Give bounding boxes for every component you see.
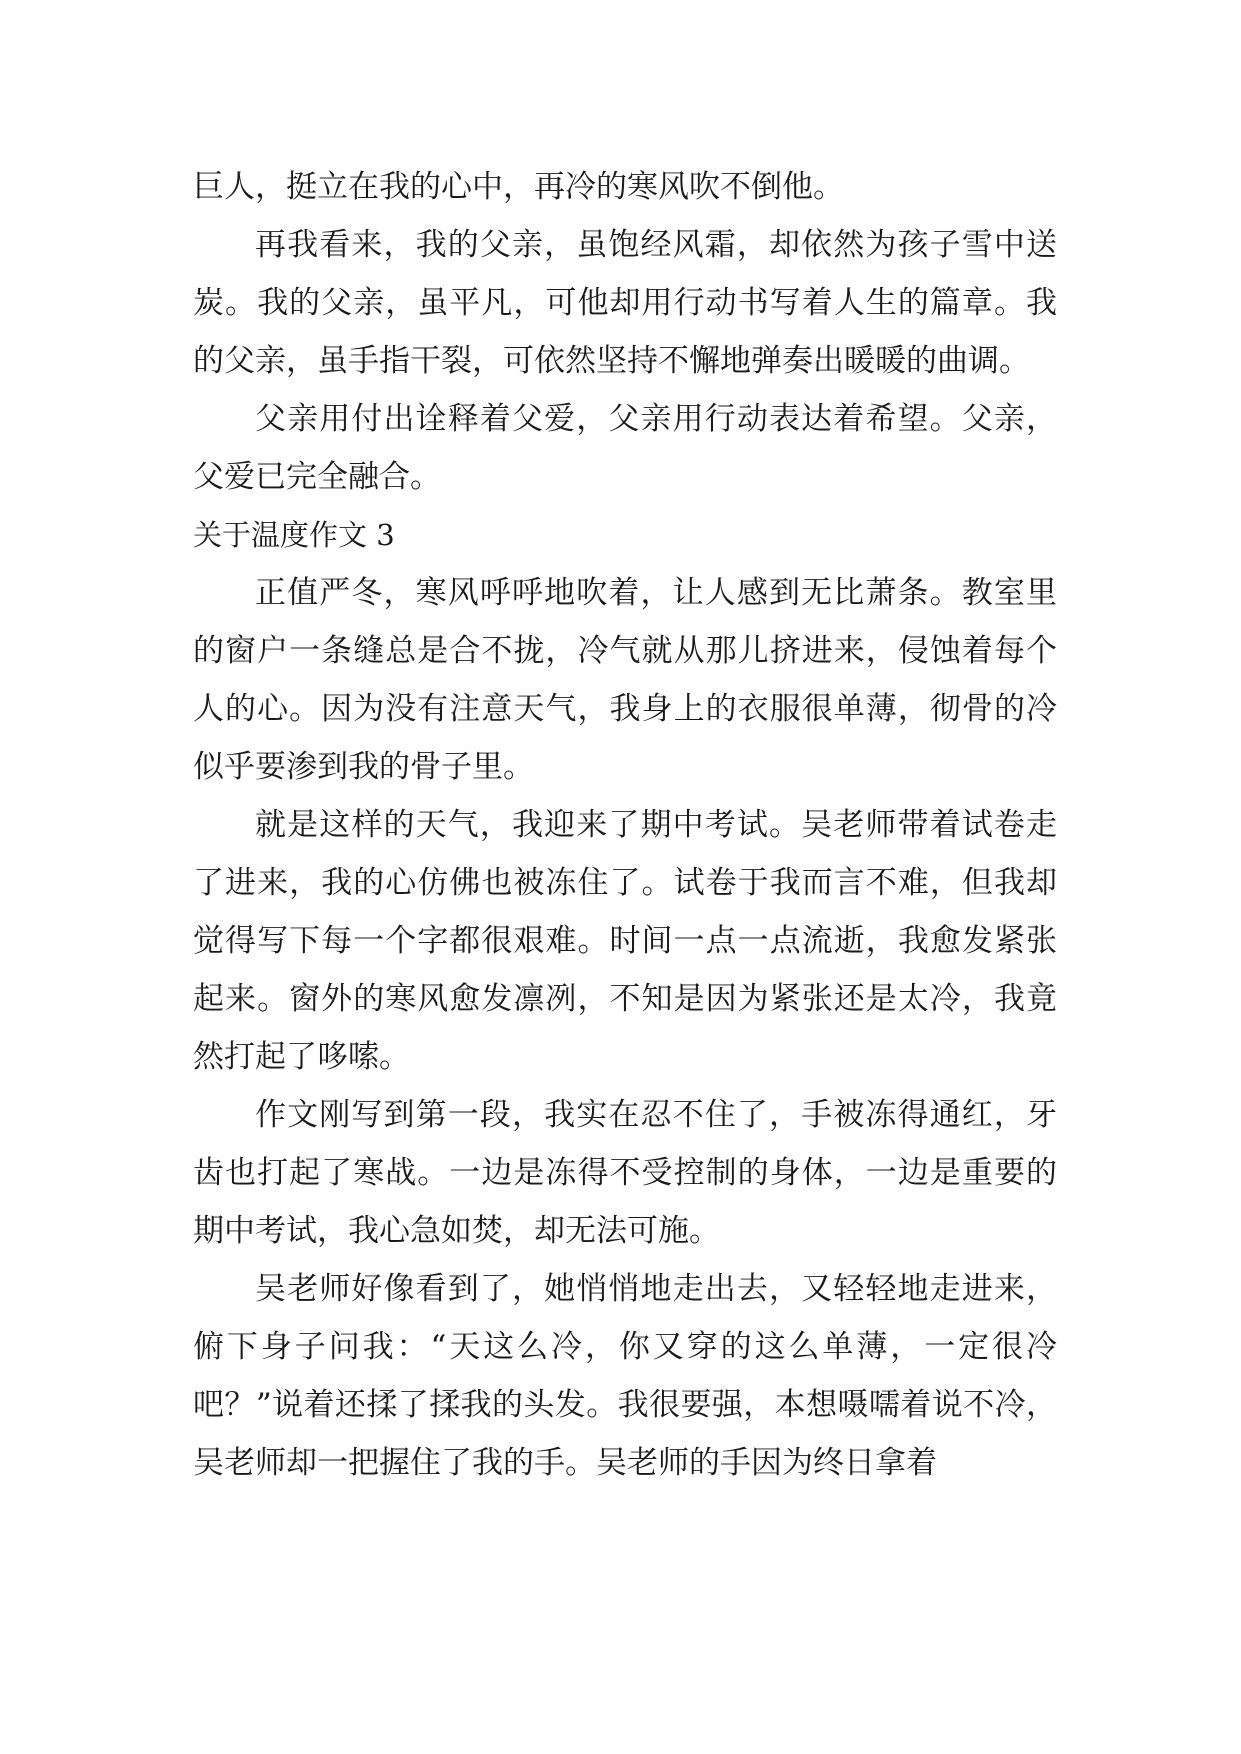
document-body bbox=[193, 158, 1057, 1492]
paragraph: 再我看来，我的父亲，虽饱经风霜，却依然为孩子雪中送炭。我的父亲，虽平凡，可他却用行动书写着人生的篇章。我的父亲，虽手指干裂，可依然坚持不懈地弹奏出暖暖的曲调。 bbox=[193, 227, 1057, 379]
section-title: 关于温度作文 3 bbox=[193, 518, 395, 552]
paragraph: 父亲用付出诠释着父爱，父亲用行动表达着希望。父亲，父爱已完全融合。 bbox=[193, 401, 1057, 495]
paragraph-continuation: 巨人，挺立在我的心中，再冷的寒风吹不倒他。 bbox=[193, 169, 844, 205]
paragraph: 作文刚写到第一段，我实在忍不住了，手被冻得通红，牙齿也打起了寒战。一边是冻得不受控制的身体，一边是重要的期中考试，我心急如焚，却无法可施。 bbox=[193, 1097, 1057, 1249]
paragraph: 就是这样的天气，我迎来了期中考试。吴老师带着试卷走了进来，我的心仿佛也被冻住了。试卷于我而言不难，但我却觉得写下每一个字都很艰难。时间一点一点流逝，我愈发紧张起来。窗外的寒风愈发凛冽，不知是因为紧张还是太冷，我竟然打起了哆嗦。 bbox=[193, 807, 1057, 1075]
paragraph: 吴老师好像看到了，她悄悄地走出去，又轻轻地走进来，俯下身子问我：“天这么冷，你又穿的这么单薄，一定很冷吧？”说着还揉了揉我的头发。我很要强，本想嗫嚅着说不冷，吴老师却一把握住了我的手。吴老师的手因为终日拿着 bbox=[193, 1271, 1057, 1481]
paragraph: 正值严冬，寒风呼呼地吹着，让人感到无比萧条。教室里的窗户一条缝总是合不拢，冷气就从那儿挤进来，侵蚀着每个人的心。因为没有注意天气，我身上的衣服很单薄，彻骨的冷似乎要渗到我的骨子里。 bbox=[193, 575, 1057, 785]
